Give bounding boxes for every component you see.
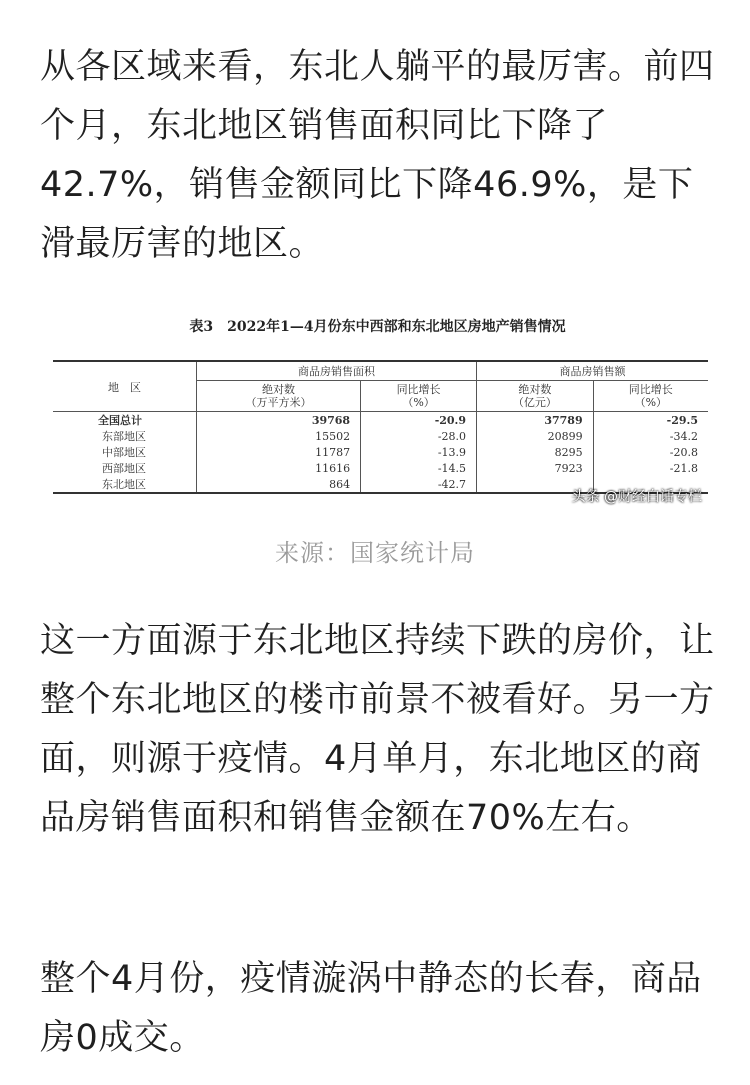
header-group-area: 商品房销售面积 xyxy=(197,361,477,381)
table-row: 全国总计 39768 -20.9 37789 -29.5 xyxy=(53,412,708,429)
paragraph-causes: 这一方面源于东北地区持续下跌的房价，让整个东北地区的楼市前景不被看好。另一方面，则源于疫情。4月单月，东北地区的商品房销售面积和销售金额在70%左右。 xyxy=(40,621,715,838)
table-title: 表3 2022年1—4月份东中西部和东北地区房地产销售情况 xyxy=(189,319,566,335)
header-region: 地 区 xyxy=(53,361,197,412)
paragraph-regional-overview: 从各区域来看，东北人躺平的最厉害。前四个月，东北地区销售面积同比下降了42.7%，销售金额同比下降46.9%，是下滑最厉害的地区。 xyxy=(40,47,715,264)
paragraph-changchun: 整个4月份，疫情漩涡中静态的长春，商品房0成交。 xyxy=(40,959,702,1058)
image-caption: 来源：国家统计局 xyxy=(275,539,475,567)
watermark: 头条 @财经白话专栏 xyxy=(571,489,702,505)
table-row: 中部地区 11787 -13.9 8295 -20.8 xyxy=(53,444,708,460)
header-area-yoy: 同比增长 （%） xyxy=(361,381,477,412)
header-group-amount: 商品房销售额 xyxy=(477,361,708,381)
header-amount-yoy: 同比增长 （%） xyxy=(593,381,708,412)
sales-table-image xyxy=(45,308,710,514)
header-area-abs: 绝对数 （万平方米） xyxy=(197,381,361,412)
table-row: 东北地区 864 -42.7 xyxy=(53,476,708,493)
table-row: 东部地区 15502 -28.0 20899 -34.2 xyxy=(53,428,708,444)
table-row: 西部地区 11616 -14.5 7923 -21.8 xyxy=(53,460,708,476)
header-amount-abs: 绝对数 （亿元） xyxy=(477,381,594,412)
sales-table xyxy=(53,360,708,494)
